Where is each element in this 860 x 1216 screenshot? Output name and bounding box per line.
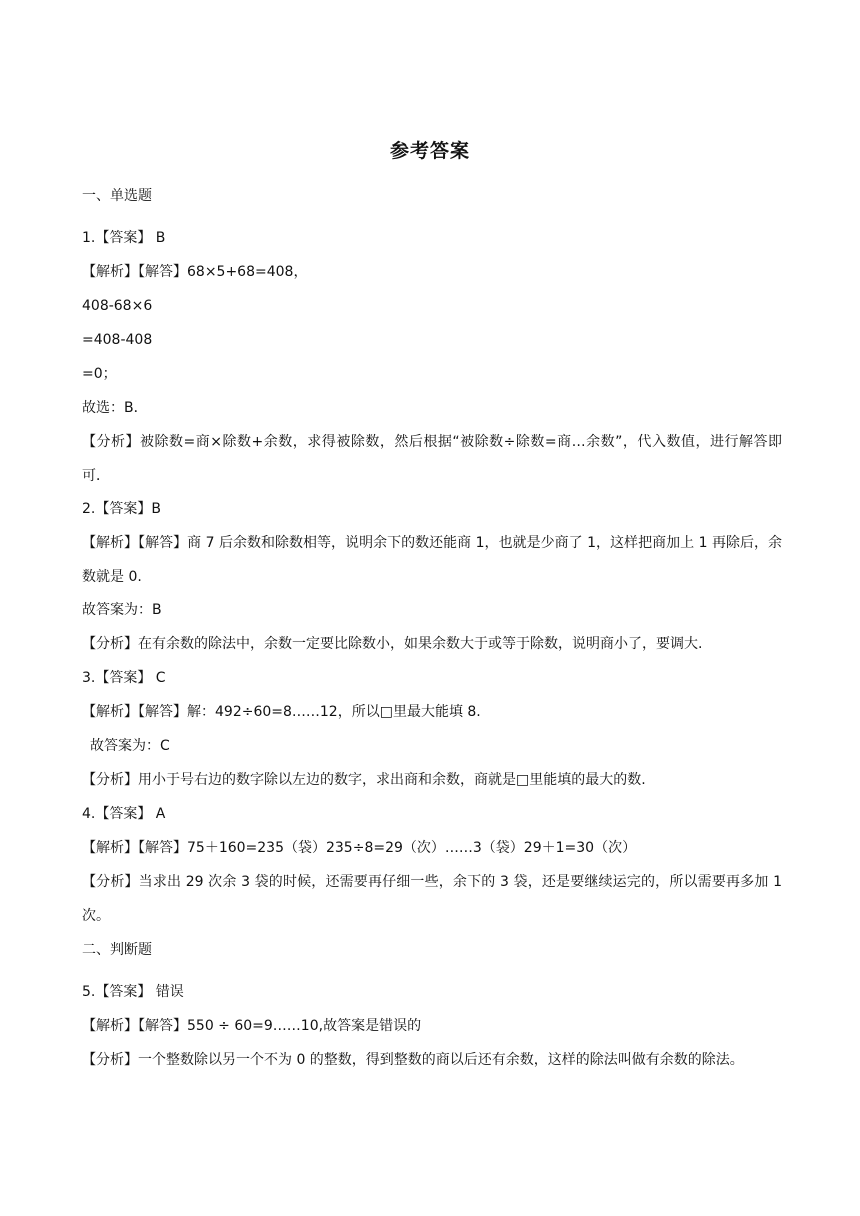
q2-answer: 2.【答案】B — [82, 501, 161, 517]
section-heading-single-choice: 一、单选题 — [82, 188, 152, 204]
q2-fenxi: 【分析】在有余数的除法中，余数一定要比除数小，如果余数大于或等于除数，说明商小了，要调大. — [82, 636, 703, 652]
q4-fenxi: 【分析】当求出 29 次余 3 袋的时候，还需要再仔细一些，余下的 3 袋，还是要继续运完的，所以需要再多加 1 次。 — [82, 874, 782, 924]
q1-analysis-line: 故选：B． — [82, 400, 148, 416]
q1-analysis-line: =408-408 — [82, 332, 153, 348]
q5-analysis: 【解析】【解答】550 ÷ 60=9……10,故答案是错误的 — [82, 1018, 422, 1034]
q2-analysis: 【解析】【解答】商 7 后余数和除数相等，说明余下的数还能商 1，也就是少商了 1，这样把商加上 1 再除后，余数就是 0. — [82, 535, 782, 585]
q5-answer: 5.【答案】 错误 — [82, 984, 184, 1000]
q1-answer: 1.【答案】 B — [82, 230, 166, 246]
q2-final-answer: 故答案为：B — [82, 602, 162, 618]
q3-analysis: 【解析】【解答】解：492÷60=8……12，所以□里最大能填 8. — [82, 704, 481, 720]
q1-analysis-line: =0； — [82, 366, 117, 382]
section-heading-true-false: 二、判断题 — [82, 942, 152, 958]
q5-fenxi: 【分析】一个整数除以另一个不为 0 的整数，得到整数的商以后还有余数，这样的除法叫做有余数的除法。 — [82, 1052, 744, 1068]
q3-fenxi: 【分析】用小于号右边的数字除以左边的数字，求出商和余数，商就是□里能填的最大的数. — [82, 772, 646, 788]
q4-answer: 4.【答案】 A — [82, 806, 166, 822]
q3-answer: 3.【答案】 C — [82, 670, 166, 686]
q1-analysis-line: 408-68×6 — [82, 298, 153, 314]
q3-final-answer: 故答案为：C — [90, 738, 170, 754]
page-title: 参考答案 — [389, 140, 470, 162]
q4-analysis: 【解析】【解答】75＋160=235（袋）235÷8=29（次）……3（袋）29＋1=30（次） — [82, 840, 637, 856]
q1-fenxi: 【分析】被除数=商×除数+余数，求得被除数，然后根据“被除数÷除数=商…余数”，代入数值，进行解答即可． — [82, 434, 782, 484]
q1-analysis-line: 【解析】【解答】68×5+68=408， — [82, 264, 308, 280]
